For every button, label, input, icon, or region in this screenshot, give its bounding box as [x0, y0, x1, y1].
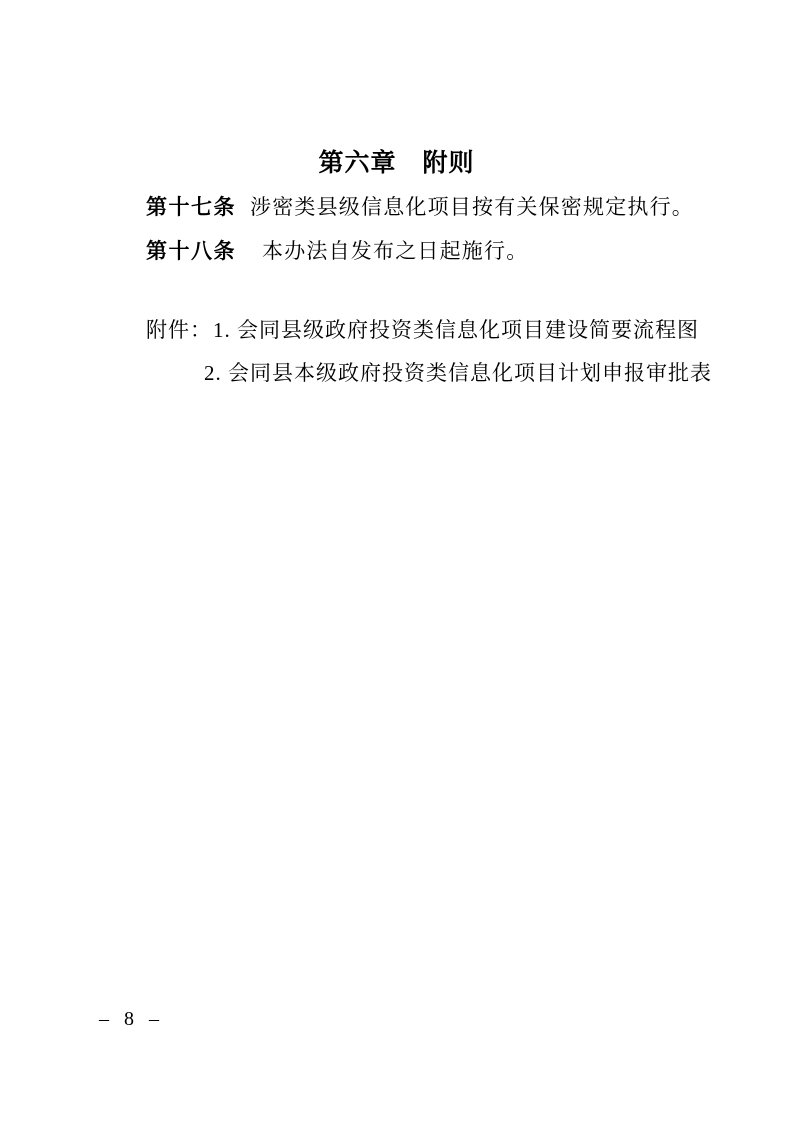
page-number: – 8 –: [99, 1008, 164, 1030]
attachment-line-2: [146, 352, 712, 395]
attachments-label: 附件：: [146, 318, 212, 342]
article-18-text: 本办法自发布之日起施行。: [262, 239, 529, 263]
article-17-text: 涉密类县级信息化项目按有关保密规定执行。: [250, 195, 694, 219]
article-18-label: 第十八条: [146, 239, 236, 263]
chapter-title: 第六章 附则: [318, 150, 475, 177]
article-17: [146, 191, 694, 221]
attachment-item-2: 2. 会同县本级政府投资类信息化项目计划申报审批表: [204, 361, 712, 385]
article-18: [146, 235, 528, 265]
attachment-item-1: 1. 会同县级政府投资类信息化项目建设简要流程图: [213, 318, 699, 342]
attachments-block: [146, 309, 712, 395]
attachment-line-1: [146, 309, 712, 352]
article-17-label: 第十七条: [146, 195, 236, 219]
